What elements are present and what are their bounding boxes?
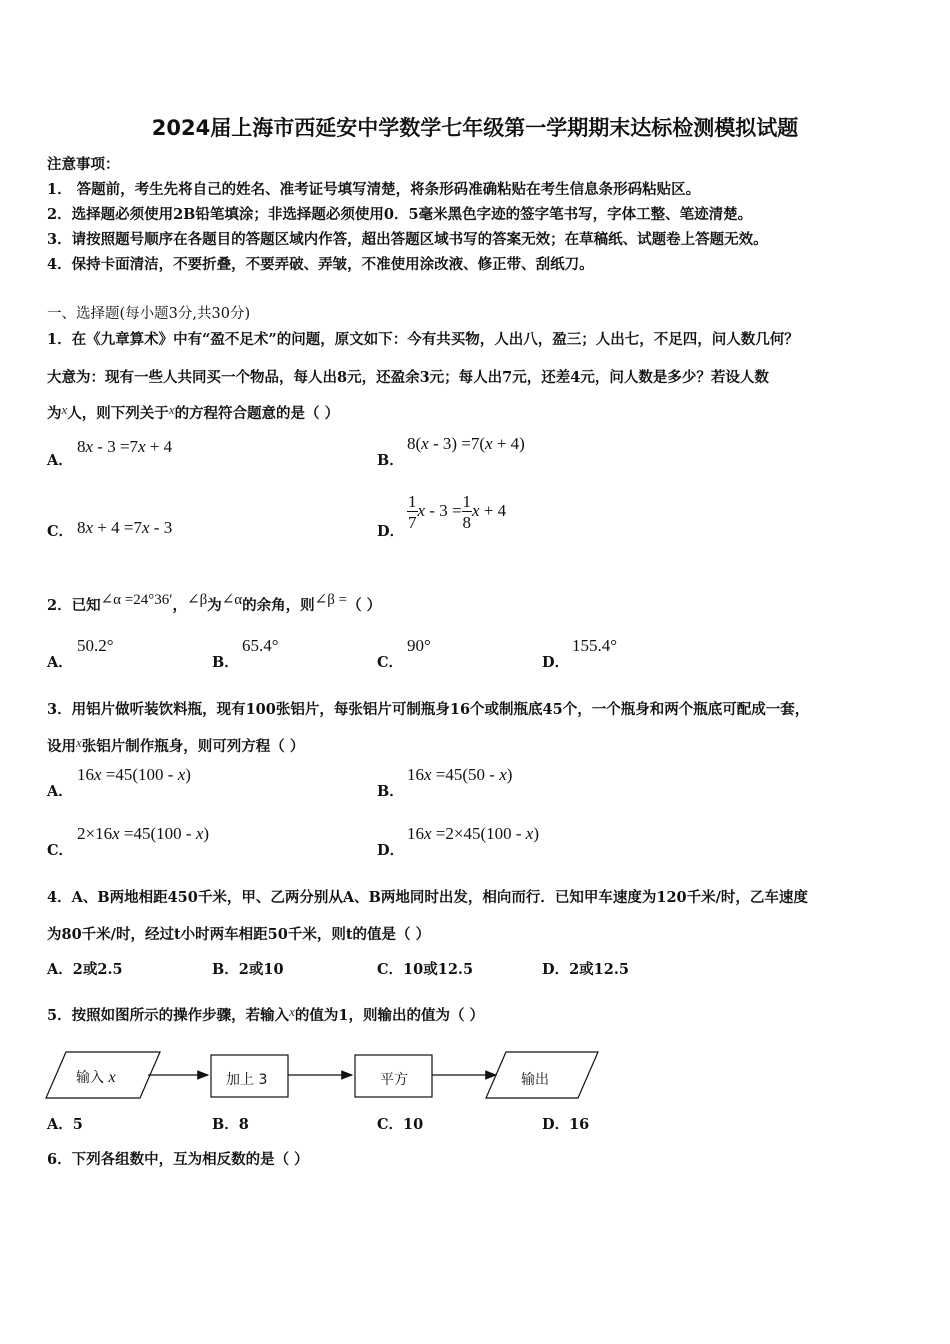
q5-option-b: B．8	[212, 1116, 249, 1133]
q4-option-a: A．2或2.5	[47, 961, 123, 978]
q3-option-c-formula: 2×16x =45(100 - x)	[77, 824, 210, 843]
q1-line-3: 为x人，则下列关于x的方程符合题意的是（ ）	[47, 402, 340, 422]
q1-line-2: 大意为：现有一些人共同买一个物品，每人出8元，还盈余3元；每人出7元，还差4元，问人数是多少？若设人数	[47, 369, 769, 386]
q1-option-d-label: D．	[377, 523, 405, 540]
q2-option-c-value: 90°	[407, 636, 431, 655]
q1-option-b-formula: 8(x - 3) =7(x + 4)	[407, 434, 525, 453]
q1-option-d-formula: $\frac{1}{7}$ x - 3 = $\frac{1}{8}$ x + 4	[408, 492, 507, 532]
q5-option-a: A．5	[47, 1116, 83, 1133]
q5-stem: 5．按照如图所示的操作步骤，若输入x的值为1，则输出的值为（ ）	[47, 1004, 485, 1024]
notice-item-4: 4．保持卡面清洁，不要折叠，不要弄破、弄皱，不准使用涂改液、修正带、刮纸刀。	[47, 256, 594, 273]
q2-stem: 2．已知∠α =24°36′，∠β为∠α的余角，则∠β =（ ）	[47, 592, 382, 614]
q2-option-a-value: 50.2°	[77, 636, 114, 655]
q3-line-2: 设用x张铝片制作瓶身，则可列方程（ ）	[47, 735, 305, 755]
section-heading: 一、选择题(每小题3分,共30分)	[47, 306, 251, 322]
q4-option-c: C．10或12.5	[377, 961, 474, 978]
q4-option-b: B．2或10	[212, 961, 284, 978]
q3-option-d-formula: 16x =2×45(100 - x)	[407, 824, 540, 843]
flow-output-label: 输出	[521, 1072, 549, 1088]
q2-option-b-label: B．	[212, 654, 239, 671]
q4-line-1: 4．A、B两地相距450千米，甲、乙两分别从A、B两地同时出发，相向而行．已知甲车速度为120千米/时，乙车速度	[47, 889, 808, 906]
q3-option-c-label: C．	[47, 842, 74, 859]
q2-option-a-label: A．	[47, 654, 73, 671]
notice-heading: 注意事项：	[47, 156, 120, 173]
q2-option-b-value: 65.4°	[242, 636, 279, 655]
notice-item-1: 1． 答题前，考生先将自己的姓名、准考证号填写清楚，将条形码准确粘贴在考生信息条形码粘贴区。	[47, 181, 701, 198]
notice-item-3: 3．请按照题号顺序在各题目的答题区域内作答，超出答题区域书写的答案无效；在草稿纸、试题卷上答题无效。	[47, 231, 768, 248]
q3-option-b-label: B．	[377, 783, 404, 800]
q3-option-a-label: A．	[47, 783, 73, 800]
notice-item-2: 2．选择题必须使用2B铅笔填涂；非选择题必须使用0．5毫米黑色字迹的签字笔书写，字体工整、笔迹清楚。	[47, 206, 753, 223]
q1-line-1: 1．在《九章算术》中有“盈不足术”的问题，原文如下：今有共买物，人出八，盈三；人出七，不足四，问人数几何？	[47, 331, 799, 348]
q2-option-c-label: C．	[377, 654, 404, 671]
flow-input-label: 输入 x	[76, 1069, 116, 1086]
q1-option-a-formula: 8x - 3 =7x + 4	[77, 437, 173, 456]
q1-option-b-label: B．	[377, 452, 404, 469]
q5-option-d: D．16	[542, 1116, 590, 1133]
q3-option-d-label: D．	[377, 842, 405, 859]
flow-add-label: 加上 3	[226, 1072, 268, 1088]
page-title: 2024届上海市西延安中学数学七年级第一学期期末达标检测模拟试题	[151, 116, 799, 140]
q2-option-d-value: 155.4°	[572, 636, 618, 655]
q2-option-d-label: D．	[542, 654, 570, 671]
flow-square-label: 平方	[380, 1072, 408, 1088]
q3-line-1: 3．用铝片做听装饮料瓶，现有100张铝片，每张铝片可制瓶身16个或制瓶底45个，一个瓶身和两个瓶底可配成一套，	[47, 701, 810, 718]
q3-option-a-formula: 16x =45(100 - x)	[77, 765, 191, 784]
q1-option-c-label: C．	[47, 523, 74, 540]
q4-line-2: 为80千米/时，经过t小时两车相距50千米，则t的值是（ ）	[47, 926, 431, 943]
q1-option-a-label: A．	[47, 452, 73, 469]
q1-option-c-formula: 8x + 4 =7x - 3	[77, 518, 173, 537]
q3-option-b-formula: 16x =45(50 - x)	[407, 765, 513, 784]
q5-option-c: C．10	[377, 1116, 424, 1133]
q6-line-1: 6．下列各组数中，互为相反数的是（ ）	[47, 1151, 309, 1168]
q4-option-d: D．2或12.5	[542, 961, 629, 978]
